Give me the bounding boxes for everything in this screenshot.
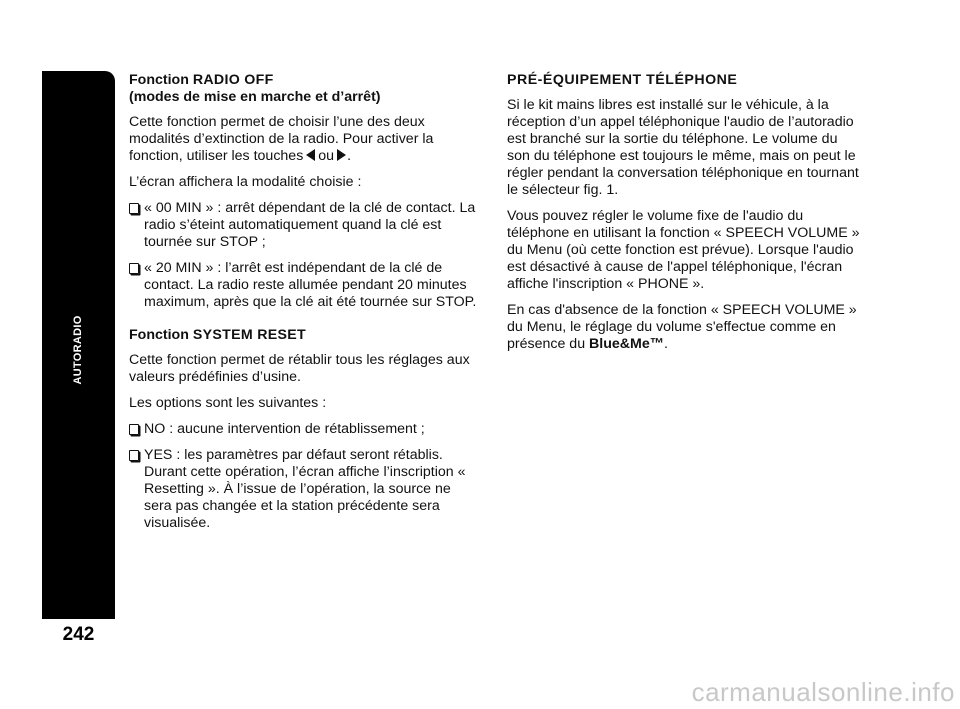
system-reset-intro: Cette fonction permet de rétablir tous les réglages aux valeurs prédéfinies d’usine. (129, 352, 470, 385)
radio-off-display-note: L’écran affichera la modalité choisie : (129, 174, 362, 190)
arrow-right-icon (337, 149, 346, 161)
blue-and-me-brand: Blue&Me™ (589, 336, 664, 352)
phone-paragraph-2: Vous pouvez régler le volume fixe de l'audio du téléphone en utilisant la fonction « SPEECH VOLUME » du Menu (où cette fonction est prévue). Lorsque l'audio est désactivé à cause de l'appel téléphonique, l'écran affiche l'inscription « PHONE ». (507, 208, 860, 292)
heading-subtitle: (modes de mise en marche et d’arrêt) (129, 89, 381, 105)
section-label: AUTORADIO (72, 315, 84, 385)
phone-paragraph-3: En cas d'absence de la fonction « SPEECH VOLUME » du Menu, le réglage du volume s'effectue comme en présence du Blue&Me™. (507, 302, 857, 352)
heading-keyword: RADIO OFF (192, 72, 274, 88)
list-item: « 20 MIN » : l’arrêt est indépendant de la clé de contact. La radio reste allumée pendant 20 minutes maximum, après que la clé ait été tournée sur STOP. (129, 260, 479, 311)
checkbox-bullet-icon (129, 424, 139, 435)
arrow-left-icon (306, 149, 315, 161)
list-item: « 00 MIN » : arrêt dépendant de la clé de contact. La radio s’éteint automatiquement quand la clé est tournée sur STOP ; (129, 200, 479, 251)
page-number: 242 (62, 624, 95, 645)
list-item: YES : les paramètres par défaut seront rétablis. Durant cette opération, l’écran affiche l’inscription « Resetting ». À l’issue de l’opération, la source ne sera pas changée et la station précédente sera visualisée. (129, 447, 479, 532)
left-column (129, 72, 479, 541)
list-item: NO : aucune intervention de rétablissement ; (129, 421, 479, 438)
phone-paragraph-1: Si le kit mains libres est installé sur le véhicule, à la réception d’un appel téléphonique l'audio de l’autoradio est branché sur la sortie du téléphone. Le volume du son du téléphone est toujours le même, mais on peut le régler pendant la conversation téléphonique en tournant le sélecteur fig. 1. (507, 97, 859, 198)
checkbox-bullet-icon (129, 450, 139, 461)
system-reset-heading: Fonction SYSTEM RESET (129, 327, 307, 343)
phone-section-heading: PRÉ-ÉQUIPEMENT TÉLÉPHONE (507, 72, 738, 88)
checkbox-bullet-icon (129, 263, 139, 274)
heading-prefix: Fonction (129, 72, 193, 88)
radio-off-intro: Cette fonction permet de choisir l’une des deux modalités d’extinction de la radio. Pour activer la fonction, utiliser les touches ou . (129, 114, 434, 164)
right-column (507, 72, 862, 362)
system-reset-options-label: Les options sont les suivantes : (129, 395, 327, 411)
radio-off-heading (129, 72, 479, 106)
checkbox-bullet-icon (129, 203, 139, 214)
watermark: carmanualsonline.info (691, 677, 955, 707)
